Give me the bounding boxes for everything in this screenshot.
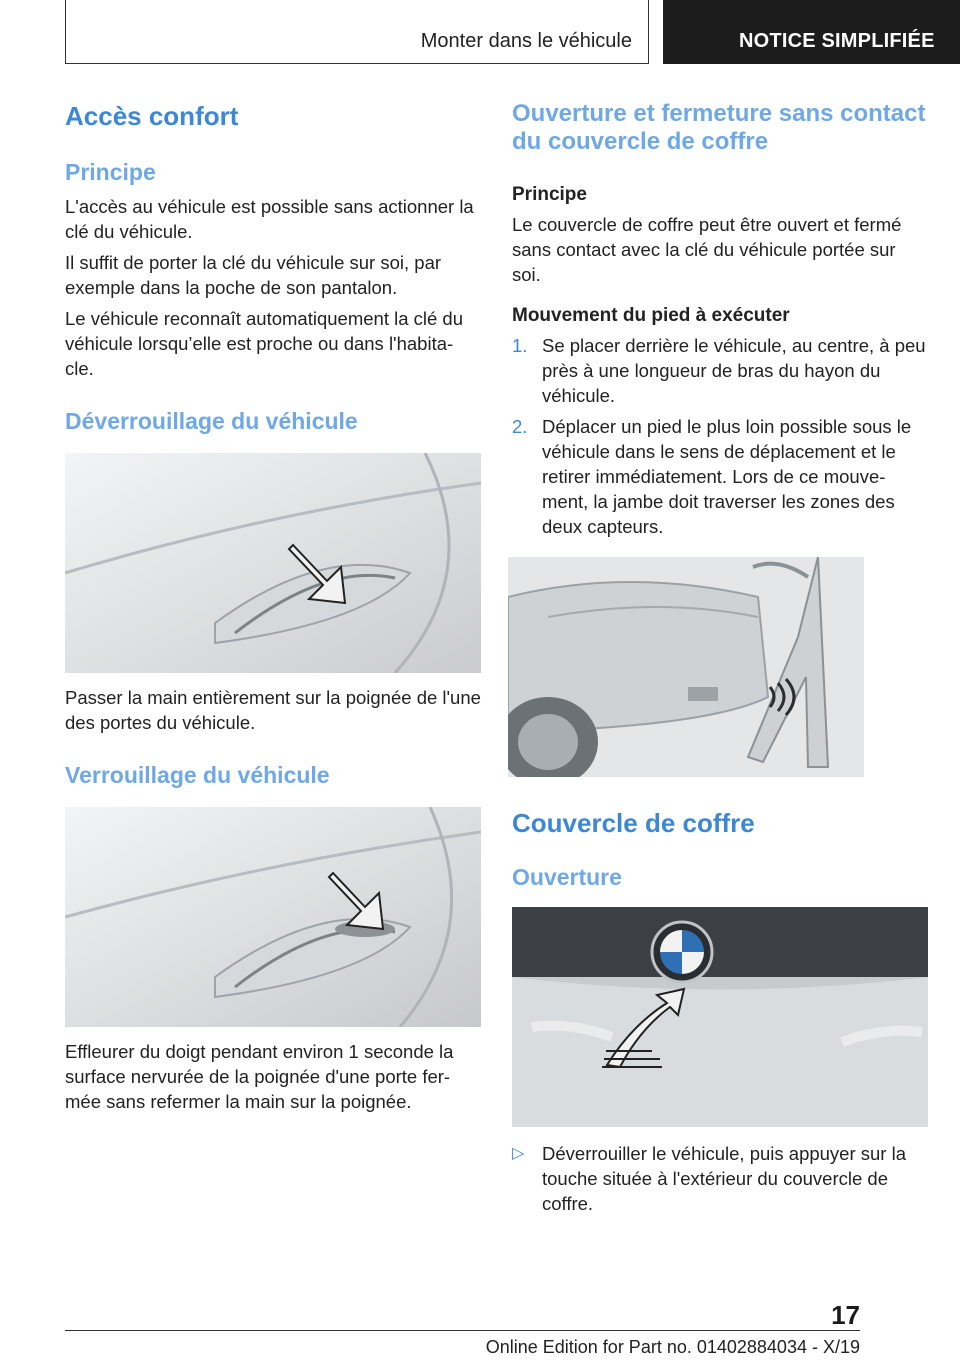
heading-verrouillage: Verrouillage du véhicule <box>65 762 330 788</box>
left-column <box>65 100 481 1114</box>
lock-caption: Effleurer du doigt pendant environ 1 seconde la surface nervurée de la poignée d'une porte fer‐ mée sans refermer la main sur la poignée. <box>65 1041 454 1112</box>
header-frame <box>65 0 649 64</box>
step-text: Déplacer un pied le plus loin possible sous le véhicule dans le sens de déplacement et le retirer immédiatement. Lors de ce mouve‐ ment, la jambe doit traverser les zones des deux capteurs. <box>542 416 912 537</box>
header-badge <box>663 0 960 64</box>
door-handle-lock-image <box>65 807 481 1027</box>
step-text: Se placer derrière le véhicule, au centre, à peu près à une longueur de bras du hayon du véhicule. <box>542 335 926 406</box>
page-number: 17 <box>831 1300 860 1330</box>
footer-rule <box>65 1330 860 1357</box>
paragraph-2: Il suffit de porter la clé du véhicule sur soi, par exemple dans la poche de son pantalon. <box>65 252 442 298</box>
foot-gesture-image <box>508 557 864 777</box>
heading-mouvement: Mouvement du pied à exécuter <box>512 305 790 326</box>
heading-principe: Principe <box>65 159 156 185</box>
section-title-ouverture-sans-contact: Ouverture et fermeture sans contact du couvercle de coffre <box>512 100 926 155</box>
header-badge-label: NOTICE SIMPLIFIÉE <box>739 30 935 52</box>
list-item <box>512 333 928 408</box>
step-number: 2. <box>512 416 528 437</box>
header-section-title: Monter dans le véhicule <box>420 30 632 52</box>
list-item <box>512 1141 928 1216</box>
footer-edition: Online Edition for Part no. 01402884034 - X/19 <box>485 1337 860 1357</box>
bullet-text: Déverrouiller le véhicule, puis appuyer sur la touche située à l'extérieur du couvercle de coffre. <box>542 1143 907 1214</box>
section-title-couvercle: Couvercle de coffre <box>512 808 755 838</box>
paragraph-1: L'accès au véhicule est possible sans actionner la clé du véhicule. <box>65 196 474 242</box>
principle-text: Le couvercle de coffre peut être ouvert et fermé sans contact avec la clé du véhicule portée sur soi. <box>512 214 902 285</box>
heading-principe-right: Principe <box>512 184 587 205</box>
list-item <box>512 414 928 539</box>
heading-ouverture: Ouverture <box>512 864 622 890</box>
unlock-caption: Passer la main entièrement sur la poignée de l'une des portes du véhicule. <box>65 687 481 733</box>
heading-deverrouillage: Déverrouillage du véhicule <box>65 408 358 434</box>
trunk-button-image <box>512 907 928 1127</box>
paragraph-3: Le véhicule reconnaît automatiquement la clé du véhicule lorsqu’elle est proche ou dans l'habita‐ cle. <box>65 308 464 379</box>
triangle-bullet-icon: ▷ <box>512 1145 525 1162</box>
step-number: 1. <box>512 335 528 356</box>
section-title-acces-confort: Accès confort <box>65 101 239 131</box>
steps-list <box>512 333 928 539</box>
door-handle-unlock-image <box>65 453 481 673</box>
right-column <box>512 100 928 1216</box>
